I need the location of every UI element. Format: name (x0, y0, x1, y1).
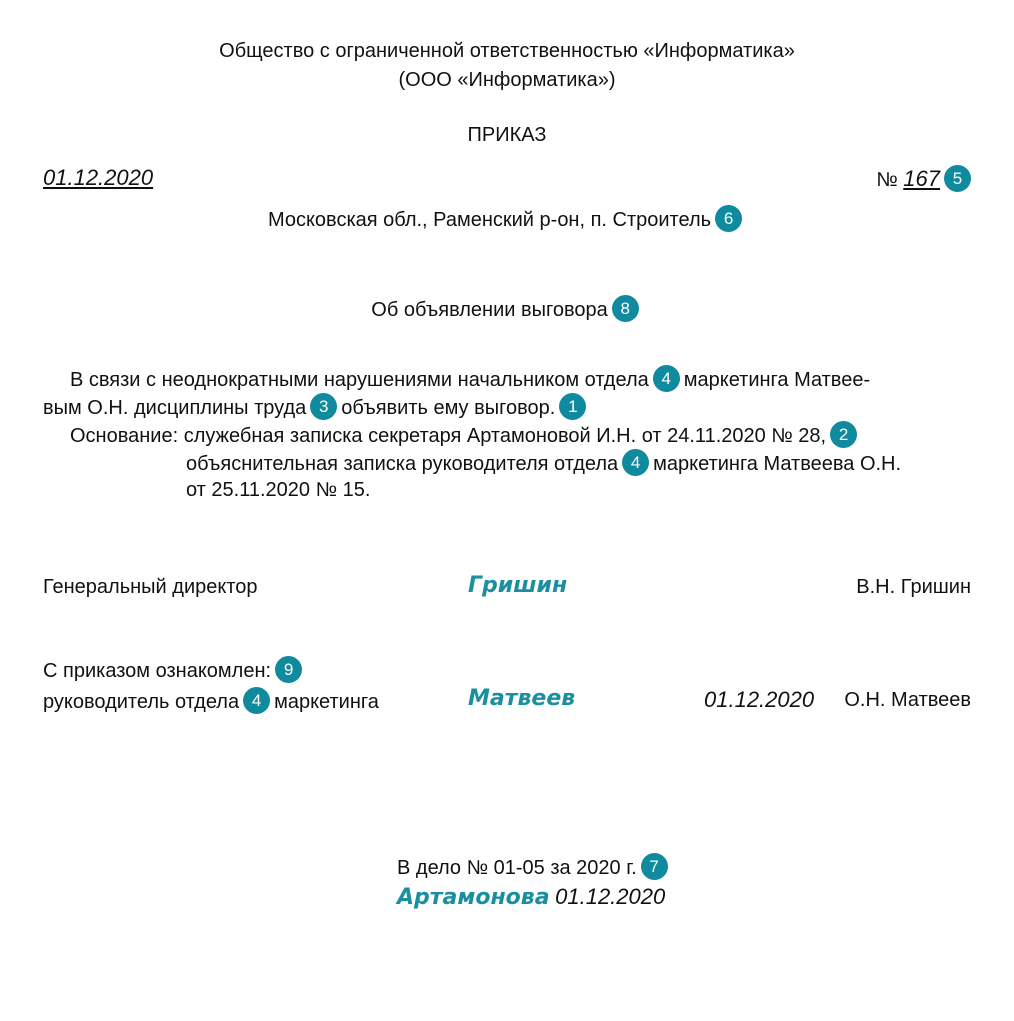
filing-line (397, 855, 672, 882)
acknowledgement-label: С приказом ознакомлен: (43, 659, 272, 682)
marker-badge-9: 9 (275, 656, 302, 683)
place-of-issue-line (0, 207, 1014, 234)
body-text: вым О.Н. дисциплины труда (43, 396, 307, 419)
place-of-issue: Московская обл., Раменский р-он, п. Строитель (267, 208, 712, 231)
basis-text: маркетинга Матвеева О.Н. (653, 452, 902, 475)
basis-text: служебная записка секретаря Артамоновой И.Н. от 24.11.2020 № 28, (183, 424, 827, 447)
marker-badge-8: 8 (612, 295, 639, 322)
document-type: ПРИКАЗ (467, 124, 547, 146)
order-number-block (876, 166, 971, 194)
order-number: 167 (903, 166, 940, 191)
filing-date: 01.12.2020 (555, 884, 666, 909)
organization-full-name: Общество с ограниченной ответственностью «Информатика» (219, 40, 795, 62)
basis-label: Основание: (70, 424, 179, 447)
signatory-position: Генеральный директор (43, 576, 258, 598)
basis-text: объяснительная записка руководителя отдела (186, 452, 619, 475)
order-date: 01.12.2020 (43, 165, 154, 190)
signatory-name: В.Н. Гришин (856, 576, 971, 598)
order-title: Об объявлении выговора (371, 298, 608, 321)
marker-badge-3: 3 (310, 393, 337, 420)
organization-short-name: (ООО «Информатика») (398, 69, 616, 91)
marker-badge-4: 4 (653, 365, 680, 392)
marker-badge-5: 5 (944, 165, 971, 192)
basis-line-1 (70, 423, 861, 450)
marker-badge-7: 7 (641, 853, 668, 880)
marker-badge-4: 4 (622, 449, 649, 476)
acknowledgement-label-line (43, 658, 306, 685)
body-line-2 (43, 395, 590, 422)
marker-badge-1: 1 (559, 393, 586, 420)
employee-name: О.Н. Матвеев (844, 689, 971, 711)
basis-line-2 (186, 451, 901, 478)
filing-signature-line (397, 884, 665, 910)
body-text: В связи с неоднократными нарушениями начальником отдела (70, 368, 649, 391)
marker-badge-2: 2 (830, 421, 857, 448)
acknowledgement-role: маркетинга (274, 690, 379, 713)
body-text: объявить ему выговор. (341, 396, 556, 419)
body-text: маркетинга Матвее- (683, 368, 871, 391)
acknowledgement-date: 01.12.2020 (704, 687, 815, 712)
acknowledgement-role-line (43, 689, 379, 716)
marker-badge-6: 6 (715, 205, 742, 232)
basis-line-3: от 25.11.2020 № 15. (186, 479, 371, 501)
marker-badge-4: 4 (243, 687, 270, 714)
acknowledgement-role: руководитель отдела (43, 690, 240, 713)
filing-text: В дело № 01-05 за 2020 г. (397, 856, 637, 879)
order-title-line (0, 297, 1014, 324)
number-sign: № (876, 169, 898, 191)
body-line-1 (70, 367, 870, 394)
director-signature: Гришин (468, 573, 568, 598)
employee-signature: Матвеев (468, 686, 576, 711)
secretary-signature: Артамонова (397, 885, 550, 910)
